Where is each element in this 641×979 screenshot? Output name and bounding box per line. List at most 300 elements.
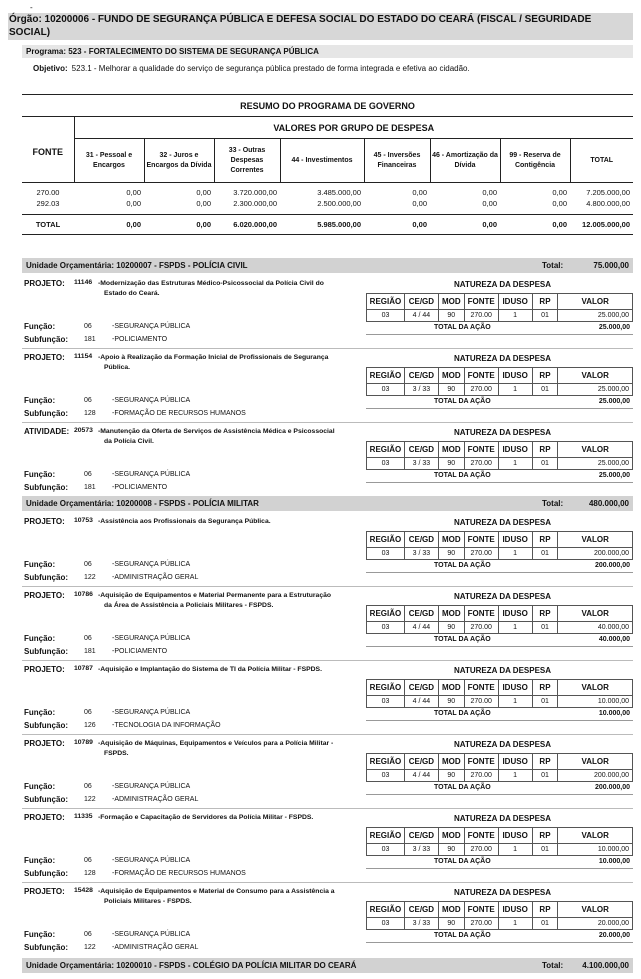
total-acao-row	[366, 321, 633, 335]
natureza-table	[366, 293, 633, 322]
nd-cell-valor: 25.000,00	[558, 310, 633, 322]
acao-code: 10786	[74, 591, 93, 598]
acao-desc-line1: -Modernização das Estruturas Médico-Psicossocial da Polícia Civil do	[98, 280, 324, 287]
subfuncao-code: 128	[84, 410, 96, 417]
acao-kind: ATIVIDADE:	[24, 427, 70, 436]
unidade-total-value: 4.100.000,00	[582, 961, 629, 970]
objetivo-text: 523.1 - Melhorar a qualidade do serviço de segurança pública prestado de forma integrada e efetiva ao cidadão.	[71, 64, 470, 73]
fonte-cell: 270.00	[36, 187, 60, 197]
funcao-value: -SEGURANÇA PÚBLICA	[112, 323, 191, 330]
total-acao-value: 40.000,00	[598, 636, 630, 643]
unidade-title: Unidade Orçamentária: 10200008 - FSPDS - POLÍCIA MILITAR	[26, 499, 259, 508]
subfuncao-label: Subfunção:	[24, 795, 68, 804]
natureza-table	[366, 901, 633, 930]
acao-description	[98, 279, 362, 299]
total-cell: 0,00	[364, 215, 430, 235]
nd-header-rp: RP	[532, 680, 558, 696]
unidade-total-label: Total:	[542, 499, 564, 508]
total-label: TOTAL	[22, 215, 74, 235]
nd-cell-fonte: 270.00	[464, 770, 498, 782]
subfuncao-value: -FORMAÇÃO DE RECURSOS HUMANOS	[112, 870, 246, 877]
resumo-total-row	[22, 215, 633, 235]
total-acao-value: 25.000,00	[598, 398, 630, 405]
nd-header-regiao: REGIÃO	[367, 902, 405, 918]
acao-code: 10753	[74, 517, 93, 524]
nd-cell-rp: 01	[532, 770, 558, 782]
acao-desc-line2: da Área de Assistência a Policiais Militares - FSPDS.	[104, 602, 274, 609]
subfuncao-value: -POLICIAMENTO	[112, 648, 168, 655]
nd-cell-valor: 40.000,00	[558, 622, 633, 634]
nd-header-cegd: CE/GD	[404, 828, 438, 844]
funcao-label: Função:	[24, 708, 56, 717]
acao-code: 11146	[74, 279, 93, 286]
acao-block	[22, 274, 633, 348]
nd-cell-mod: 90	[438, 770, 464, 782]
acao-kind: PROJETO:	[24, 813, 65, 822]
nd-cell-cegd: 4 / 44	[404, 770, 438, 782]
funcao-label: Função:	[24, 322, 56, 331]
nd-cell-fonte: 270.00	[464, 622, 498, 634]
nd-header-iduso: IDUSO	[498, 442, 532, 458]
block-divider	[22, 348, 633, 349]
nd-row	[367, 844, 633, 856]
natureza-table	[366, 367, 633, 396]
value-cell: 0,00	[196, 187, 211, 197]
nd-header-iduso: IDUSO	[498, 902, 532, 918]
total-cell: 0,00	[74, 215, 144, 235]
total-cell: 5.985.000,00	[280, 215, 364, 235]
nd-cell-iduso: 1	[498, 918, 532, 930]
nd-row	[367, 696, 633, 708]
natureza-table	[366, 753, 633, 782]
total-acao-label: TOTAL DA AÇÃO	[434, 710, 491, 717]
total-cell: 6.020.000,00	[214, 215, 280, 235]
resumo-row	[22, 198, 633, 209]
nd-cell-cegd: 4 / 44	[404, 622, 438, 634]
funcao-value: -SEGURANÇA PÚBLICA	[112, 857, 191, 864]
natureza-title: NATUREZA DA DESPESA	[454, 354, 552, 363]
total-acao-value: 25.000,00	[598, 324, 630, 331]
nd-row	[367, 770, 633, 782]
nd-row	[367, 384, 633, 396]
unidade-orcamentaria-bar	[22, 958, 633, 973]
nd-cell-cegd: 3 / 33	[404, 918, 438, 930]
funcao-label: Função:	[24, 560, 56, 569]
value-cell: 0,00	[196, 198, 211, 208]
orgao-header: Órgão: 10200006 - FUNDO DE SEGURANÇA PÚBLICA E DEFESA SOCIAL DO ESTADO DO CEARÁ (FISCAL / SEGURIDADE SOCIAL)	[8, 13, 633, 40]
total-acao-label: TOTAL DA AÇÃO	[434, 324, 491, 331]
subfuncao-value: -POLICIAMENTO	[112, 484, 168, 491]
acao-desc-line2: Policiais Militares - FSPDS.	[104, 898, 192, 905]
nd-header-regiao: REGIÃO	[367, 680, 405, 696]
nd-header-regiao: REGIÃO	[367, 368, 405, 384]
fonte-header: FONTE	[22, 117, 74, 183]
total-acao-label: TOTAL DA AÇÃO	[434, 398, 491, 405]
nd-cell-mod: 90	[438, 384, 464, 396]
nd-cell-iduso: 1	[498, 310, 532, 322]
nd-cell-rp: 01	[532, 548, 558, 560]
total-acao-row	[366, 395, 633, 409]
value-cell: 3.485.000,00	[317, 187, 361, 197]
nd-row	[367, 458, 633, 470]
nd-cell-rp: 01	[532, 384, 558, 396]
nd-header-mod: MOD	[438, 368, 464, 384]
nd-cell-cegd: 3 / 33	[404, 844, 438, 856]
nd-header-cegd: CE/GD	[404, 754, 438, 770]
block-divider	[22, 808, 633, 809]
nd-header-iduso: IDUSO	[498, 828, 532, 844]
acao-block	[22, 734, 633, 808]
subfuncao-value: -ADMINISTRAÇÃO GERAL	[112, 574, 199, 581]
acao-desc-line1: -Assistência aos Profissionais da Segurança Pública.	[98, 518, 271, 525]
nd-header-iduso: IDUSO	[498, 368, 532, 384]
nd-header-iduso: IDUSO	[498, 294, 532, 310]
subfuncao-code: 128	[84, 870, 96, 877]
nd-cell-fonte: 270.00	[464, 696, 498, 708]
funcao-value: -SEGURANÇA PÚBLICA	[112, 397, 191, 404]
nd-cell-regiao: 03	[367, 770, 405, 782]
block-divider	[22, 586, 633, 587]
acao-block	[22, 808, 633, 882]
acao-desc-line1: -Aquisição de Equipamentos e Material Permanente para a Estruturação	[98, 592, 332, 599]
nd-cell-rp: 01	[532, 622, 558, 634]
natureza-title: NATUREZA DA DESPESA	[454, 666, 552, 675]
acao-code: 10789	[74, 739, 93, 746]
nd-header-regiao: REGIÃO	[367, 828, 405, 844]
acao-code: 11154	[74, 353, 93, 360]
unidade-total-label: Total:	[542, 961, 564, 970]
nd-cell-regiao: 03	[367, 622, 405, 634]
objetivo-label: Objetivo:	[33, 64, 68, 73]
nd-header-iduso: IDUSO	[498, 754, 532, 770]
resumo-row	[22, 187, 633, 198]
nd-cell-iduso: 1	[498, 458, 532, 470]
value-cell: 2.500.000,00	[317, 198, 361, 208]
nd-header-rp: RP	[532, 532, 558, 548]
value-cell: 0,00	[482, 187, 497, 197]
block-divider	[22, 882, 633, 883]
natureza-table	[366, 605, 633, 634]
total-acao-row	[366, 929, 633, 943]
nd-cell-iduso: 1	[498, 548, 532, 560]
nd-header-fonte: FONTE	[464, 828, 498, 844]
acao-description	[98, 517, 362, 527]
nd-header-fonte: FONTE	[464, 606, 498, 622]
nd-cell-valor: 200.000,00	[558, 770, 633, 782]
nd-header-cegd: CE/GD	[404, 368, 438, 384]
total-cell: 12.005.000,00	[570, 215, 633, 235]
acao-description	[98, 353, 362, 373]
nd-header-valor: VALOR	[558, 828, 633, 844]
acao-kind: PROJETO:	[24, 353, 65, 362]
acao-block	[22, 512, 633, 586]
nd-header-regiao: REGIÃO	[367, 442, 405, 458]
nd-header-valor: VALOR	[558, 532, 633, 548]
nd-row	[367, 548, 633, 560]
nd-header-mod: MOD	[438, 532, 464, 548]
nd-header-fonte: FONTE	[464, 368, 498, 384]
nd-cell-iduso: 1	[498, 844, 532, 856]
value-cell: 0,00	[412, 198, 427, 208]
subfuncao-label: Subfunção:	[24, 409, 68, 418]
nd-cell-valor: 25.000,00	[558, 458, 633, 470]
subfuncao-label: Subfunção:	[24, 647, 68, 656]
value-cell: 4.800.000,00	[586, 198, 630, 208]
natureza-title: NATUREZA DA DESPESA	[454, 814, 552, 823]
natureza-title: NATUREZA DA DESPESA	[454, 428, 552, 437]
total-acao-value: 200.000,00	[594, 784, 630, 791]
acao-block	[22, 882, 633, 956]
nd-header-cegd: CE/GD	[404, 606, 438, 622]
nd-cell-valor: 25.000,00	[558, 384, 633, 396]
acao-block	[22, 586, 633, 660]
acao-block	[22, 660, 633, 734]
nd-cell-rp: 01	[532, 918, 558, 930]
acao-desc-line1: -Formação e Capacitação de Servidores da Polícia Militar - FSPDS.	[98, 814, 314, 821]
acao-description	[98, 887, 362, 907]
funcao-code: 06	[84, 397, 92, 404]
funcao-value: -SEGURANÇA PÚBLICA	[112, 561, 191, 568]
nd-header-regiao: REGIÃO	[367, 606, 405, 622]
total-acao-label: TOTAL DA AÇÃO	[434, 858, 491, 865]
nd-header-mod: MOD	[438, 828, 464, 844]
funcao-code: 06	[84, 857, 92, 864]
value-cell: 0,00	[552, 198, 567, 208]
acao-kind: PROJETO:	[24, 665, 65, 674]
nd-cell-cegd: 3 / 33	[404, 458, 438, 470]
nd-cell-cegd: 4 / 44	[404, 310, 438, 322]
nd-cell-mod: 90	[438, 696, 464, 708]
programa-bar: Programa: 523 - FORTALECIMENTO DO SISTEMA DE SEGURANÇA PÚBLICA	[22, 45, 633, 58]
nd-header-rp: RP	[532, 368, 558, 384]
funcao-label: Função:	[24, 782, 56, 791]
nd-header-fonte: FONTE	[464, 754, 498, 770]
resumo-table	[22, 94, 633, 235]
block-divider	[22, 660, 633, 661]
nd-cell-rp: 01	[532, 696, 558, 708]
col-header: 33 - Outras Despesas Correntes	[214, 139, 280, 183]
value-cell: 0,00	[412, 187, 427, 197]
nd-header-rp: RP	[532, 828, 558, 844]
nd-header-cegd: CE/GD	[404, 902, 438, 918]
subfuncao-label: Subfunção:	[24, 335, 68, 344]
block-divider	[22, 422, 633, 423]
subfuncao-code: 122	[84, 796, 96, 803]
natureza-table	[366, 531, 633, 560]
value-cell: 0,00	[126, 198, 141, 208]
nd-row	[367, 622, 633, 634]
nd-header-mod: MOD	[438, 294, 464, 310]
nd-cell-mod: 90	[438, 458, 464, 470]
nd-cell-mod: 90	[438, 622, 464, 634]
funcao-value: -SEGURANÇA PÚBLICA	[112, 783, 191, 790]
acao-desc-line1: -Aquisição e Implantação do Sistema de TI da Polícia Militar - FSPDS.	[98, 666, 322, 673]
col-header: TOTAL	[570, 139, 633, 183]
subfuncao-code: 122	[84, 944, 96, 951]
nd-header-iduso: IDUSO	[498, 606, 532, 622]
nd-cell-regiao: 03	[367, 548, 405, 560]
nd-header-valor: VALOR	[558, 680, 633, 696]
unidade-orcamentaria-bar	[22, 258, 633, 273]
subfuncao-label: Subfunção:	[24, 869, 68, 878]
nd-header-mod: MOD	[438, 680, 464, 696]
nd-cell-rp: 01	[532, 844, 558, 856]
subfuncao-label: Subfunção:	[24, 943, 68, 952]
nd-header-valor: VALOR	[558, 754, 633, 770]
nd-header-mod: MOD	[438, 442, 464, 458]
total-cell: 0,00	[500, 215, 570, 235]
nd-cell-cegd: 3 / 33	[404, 548, 438, 560]
col-header: 46 - Amortização da Dívida	[430, 139, 500, 183]
acao-kind: PROJETO:	[24, 591, 65, 600]
nd-cell-iduso: 1	[498, 384, 532, 396]
value-cell: 7.205.000,00	[586, 187, 630, 197]
acao-kind: PROJETO:	[24, 887, 65, 896]
nd-cell-fonte: 270.00	[464, 458, 498, 470]
nd-header-valor: VALOR	[558, 294, 633, 310]
total-acao-value: 20.000,00	[598, 932, 630, 939]
acao-block	[22, 422, 633, 496]
nd-cell-regiao: 03	[367, 918, 405, 930]
col-header: 44 - Investimentos	[280, 139, 364, 183]
nd-cell-regiao: 03	[367, 310, 405, 322]
nd-cell-regiao: 03	[367, 844, 405, 856]
total-acao-row	[366, 469, 633, 483]
nd-cell-rp: 01	[532, 310, 558, 322]
nd-cell-fonte: 270.00	[464, 384, 498, 396]
total-acao-label: TOTAL DA AÇÃO	[434, 784, 491, 791]
nd-header-iduso: IDUSO	[498, 532, 532, 548]
acao-desc-line2: da Polícia Civil.	[104, 438, 154, 445]
total-acao-row	[366, 781, 633, 795]
total-acao-label: TOTAL DA AÇÃO	[434, 636, 491, 643]
col-header: 31 - Pessoal e Encargos	[74, 139, 144, 183]
total-cell: 0,00	[430, 215, 500, 235]
acao-code: 10787	[74, 665, 93, 672]
unidade-title: Unidade Orçamentária: 10200010 - FSPDS - COLÉGIO DA POLÍCIA MILITAR DO CEARÁ	[26, 961, 357, 970]
subfuncao-value: -POLICIAMENTO	[112, 336, 168, 343]
nd-header-rp: RP	[532, 754, 558, 770]
subfuncao-value: -ADMINISTRAÇÃO GERAL	[112, 944, 199, 951]
funcao-code: 06	[84, 931, 92, 938]
natureza-table	[366, 679, 633, 708]
nd-cell-iduso: 1	[498, 770, 532, 782]
total-acao-label: TOTAL DA AÇÃO	[434, 562, 491, 569]
nd-cell-valor: 10.000,00	[558, 844, 633, 856]
value-cell: 3.720.000,00	[233, 187, 277, 197]
block-divider	[22, 734, 633, 735]
total-acao-label: TOTAL DA AÇÃO	[434, 932, 491, 939]
nd-header-fonte: FONTE	[464, 680, 498, 696]
total-acao-value: 10.000,00	[598, 858, 630, 865]
total-acao-row	[366, 633, 633, 647]
nd-header-valor: VALOR	[558, 902, 633, 918]
nd-cell-fonte: 270.00	[464, 844, 498, 856]
nd-header-rp: RP	[532, 442, 558, 458]
objetivo-line	[33, 64, 470, 73]
subfuncao-code: 122	[84, 574, 96, 581]
funcao-code: 06	[84, 709, 92, 716]
total-acao-value: 200.000,00	[594, 562, 630, 569]
subfuncao-value: -FORMAÇÃO DE RECURSOS HUMANOS	[112, 410, 246, 417]
unidade-total-label: Total:	[542, 261, 564, 270]
acao-description	[98, 813, 362, 823]
unidade-title: Unidade Orçamentária: 10200007 - FSPDS - POLÍCIA CIVIL	[26, 261, 248, 270]
natureza-title: NATUREZA DA DESPESA	[454, 740, 552, 749]
natureza-table	[366, 827, 633, 856]
nd-header-cegd: CE/GD	[404, 294, 438, 310]
nd-cell-valor: 200.000,00	[558, 548, 633, 560]
nd-cell-mod: 90	[438, 844, 464, 856]
nd-header-mod: MOD	[438, 754, 464, 770]
col-header: 32 - Juros e Encargos da Dívida	[144, 139, 214, 183]
nd-cell-iduso: 1	[498, 622, 532, 634]
funcao-code: 06	[84, 561, 92, 568]
nd-cell-mod: 90	[438, 918, 464, 930]
acao-desc-line1: -Aquisição de Máquinas, Equipamentos e Veículos para a Polícia Militar -	[98, 740, 334, 747]
nd-header-cegd: CE/GD	[404, 680, 438, 696]
unidade-total-value: 480.000,00	[588, 499, 629, 508]
nd-header-fonte: FONTE	[464, 532, 498, 548]
acao-desc-line2: Estado do Ceará.	[104, 290, 160, 297]
funcao-label: Função:	[24, 856, 56, 865]
funcao-code: 06	[84, 635, 92, 642]
acao-desc-line1: -Manutenção da Oferta de Serviços de Assistência Médica e Psicossocial	[98, 428, 335, 435]
nd-header-mod: MOD	[438, 606, 464, 622]
total-acao-label: TOTAL DA AÇÃO	[434, 472, 491, 479]
funcao-value: -SEGURANÇA PÚBLICA	[112, 931, 191, 938]
unidade-total-value: 75.000,00	[593, 261, 629, 270]
funcao-code: 06	[84, 323, 92, 330]
nd-cell-valor: 10.000,00	[558, 696, 633, 708]
nd-row	[367, 918, 633, 930]
subfuncao-code: 181	[84, 484, 96, 491]
acao-description	[98, 427, 362, 447]
nd-cell-iduso: 1	[498, 696, 532, 708]
resumo-title: RESUMO DO PROGRAMA DE GOVERNO	[22, 95, 633, 117]
funcao-label: Função:	[24, 634, 56, 643]
nd-cell-cegd: 3 / 33	[404, 384, 438, 396]
acao-desc-line1: -Aquisição de Equipamentos e Material de Consumo para a Assistência a	[98, 888, 335, 895]
acao-description	[98, 739, 362, 759]
subfuncao-label: Subfunção:	[24, 721, 68, 730]
nd-header-regiao: REGIÃO	[367, 532, 405, 548]
nd-header-fonte: FONTE	[464, 902, 498, 918]
nd-cell-mod: 90	[438, 310, 464, 322]
nd-cell-fonte: 270.00	[464, 918, 498, 930]
nd-cell-fonte: 270.00	[464, 310, 498, 322]
subfuncao-label: Subfunção:	[24, 483, 68, 492]
group-title: VALORES POR GRUPO DE DESPESA	[74, 117, 633, 139]
value-cell: 0,00	[482, 198, 497, 208]
funcao-label: Função:	[24, 396, 56, 405]
subfuncao-code: 126	[84, 722, 96, 729]
nd-header-rp: RP	[532, 606, 558, 622]
nd-header-iduso: IDUSO	[498, 680, 532, 696]
nd-header-valor: VALOR	[558, 606, 633, 622]
natureza-title: NATUREZA DA DESPESA	[454, 888, 552, 897]
col-header: 99 - Reserva de Contigência	[500, 139, 570, 183]
nd-cell-rp: 01	[532, 458, 558, 470]
total-cell: 0,00	[144, 215, 214, 235]
value-cell: 0,00	[552, 187, 567, 197]
nd-header-valor: VALOR	[558, 442, 633, 458]
natureza-title: NATUREZA DA DESPESA	[454, 280, 552, 289]
nd-header-mod: MOD	[438, 902, 464, 918]
col-header: 45 - Inversões Financeiras	[364, 139, 430, 183]
total-acao-row	[366, 707, 633, 721]
acao-desc-line2: FSPDS.	[104, 750, 129, 757]
